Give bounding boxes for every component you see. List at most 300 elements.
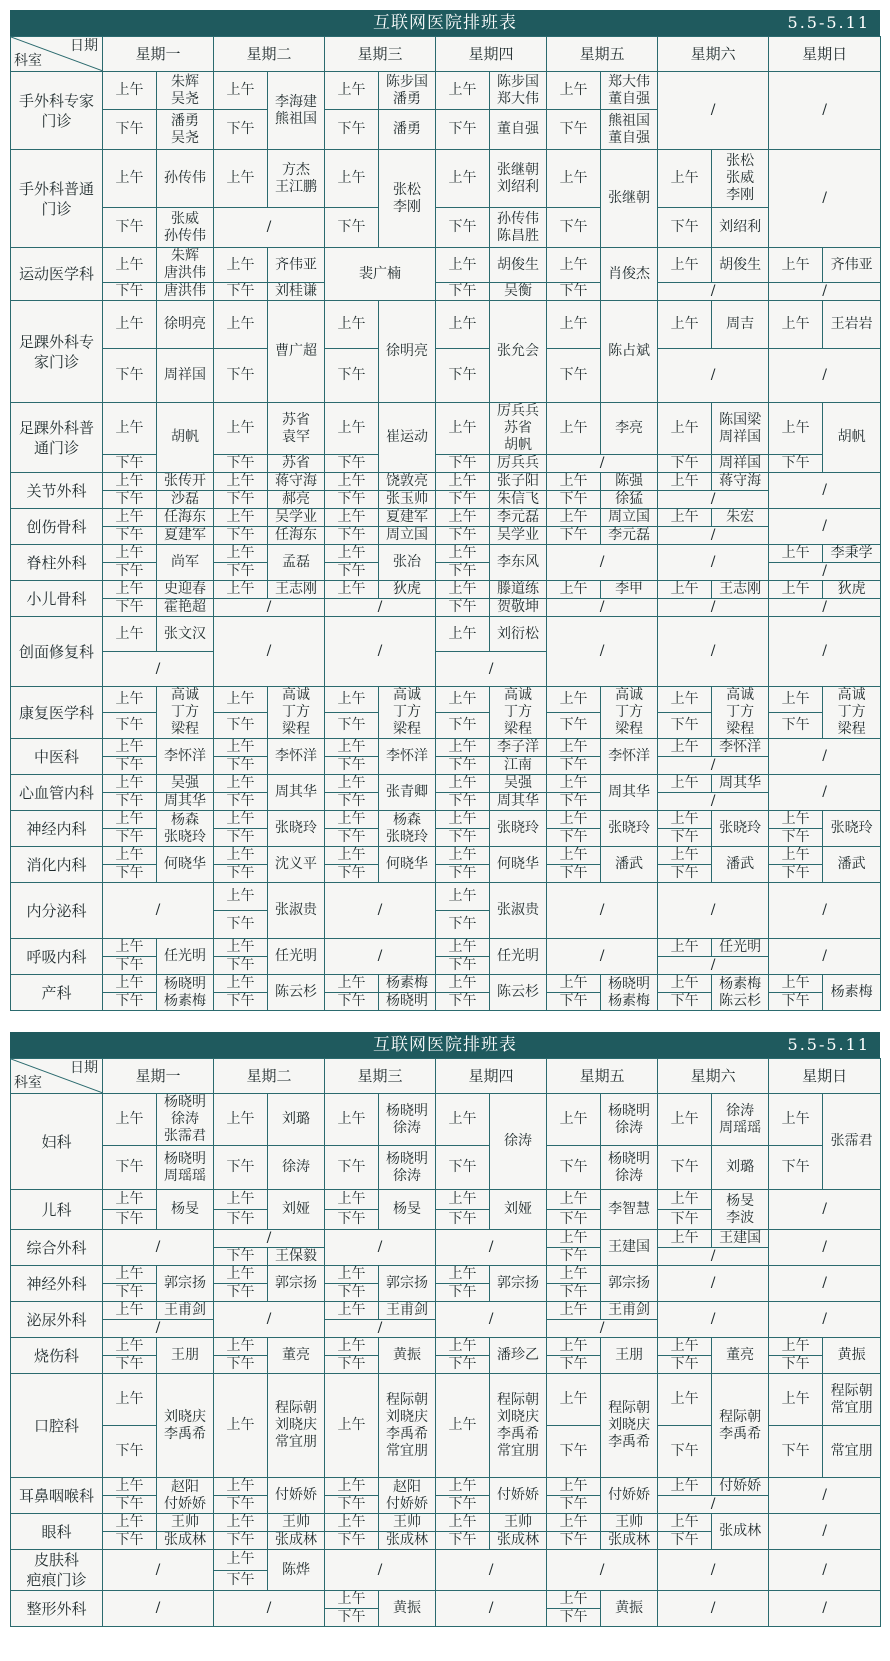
- doctor-cell: 郭宗扬: [268, 1266, 325, 1302]
- slot-am: 上午: [658, 775, 712, 793]
- no-shift-cell: /: [658, 599, 769, 617]
- slot-am: 上午: [547, 581, 601, 599]
- no-shift-cell: /: [658, 1266, 769, 1302]
- doctor-cell: 熊祖国 董自强: [601, 110, 658, 150]
- slot-am: 上午: [547, 847, 601, 865]
- slot-am: 上午: [547, 1338, 601, 1356]
- slot-am: 上午: [769, 403, 823, 455]
- doctor-cell: 任光明: [490, 939, 547, 975]
- doctor-cell: 张成林: [268, 1532, 325, 1550]
- slot-pm: 下午: [325, 1146, 379, 1190]
- department-name: 中医科: [11, 739, 103, 775]
- no-shift-cell: /: [658, 1248, 769, 1266]
- slot-am: 上午: [103, 1302, 157, 1320]
- no-shift-cell: /: [325, 1230, 436, 1266]
- doctor-cell: 潘武: [823, 847, 881, 883]
- slot-pm: 下午: [325, 527, 379, 545]
- slot-am: 上午: [658, 150, 712, 208]
- slot-pm: 下午: [769, 993, 823, 1011]
- doctor-cell: 刘桂谦: [268, 283, 325, 301]
- doctor-cell: 郭宗扬: [490, 1266, 547, 1302]
- slot-am: 上午: [658, 739, 712, 757]
- doctor-cell: 吴强: [490, 775, 547, 793]
- slot-am: 上午: [436, 775, 490, 793]
- doctor-cell: 李海建 熊祖国: [268, 72, 325, 150]
- slot-am: 上午: [436, 739, 490, 757]
- doctor-cell: 王甫剑: [379, 1302, 436, 1320]
- doctor-cell: 江南: [490, 757, 547, 775]
- doctor-cell: 杨素梅: [823, 975, 881, 1011]
- doctor-cell: 张晓玲: [490, 811, 547, 847]
- doctor-cell: 饶敦亮: [379, 473, 436, 491]
- doctor-cell: 程际朝 李禹希: [712, 1374, 769, 1478]
- slot-pm: 下午: [436, 713, 490, 739]
- no-shift-cell: /: [547, 883, 658, 939]
- slot-pm: 下午: [325, 208, 379, 248]
- slot-pm: 下午: [214, 563, 268, 581]
- no-shift-cell: /: [658, 617, 769, 687]
- doctor-cell: 张晓玲: [601, 811, 658, 847]
- doctor-cell: 潘武: [712, 847, 769, 883]
- doctor-cell: 王志刚: [268, 581, 325, 599]
- slot-pm: 下午: [436, 208, 490, 248]
- slot-am: 上午: [658, 1230, 712, 1248]
- department-name: 妇科: [11, 1094, 103, 1190]
- slot-pm: 下午: [214, 865, 268, 883]
- department-name: 整形外科: [11, 1591, 103, 1627]
- slot-am: 上午: [214, 1478, 268, 1496]
- doctor-cell: 王保毅: [268, 1248, 325, 1266]
- slot-pm: 下午: [769, 455, 823, 473]
- doctor-cell: 贺敬坤: [490, 599, 547, 617]
- slot-pm: 下午: [214, 1570, 268, 1591]
- no-shift-cell: /: [103, 1591, 214, 1627]
- no-shift-cell: /: [103, 1320, 214, 1338]
- doctor-cell: 张淑贵: [490, 883, 547, 939]
- doctor-cell: 张晓玲: [823, 811, 881, 847]
- no-shift-cell: /: [658, 757, 769, 775]
- slot-am: 上午: [547, 1302, 601, 1320]
- slot-pm: 下午: [214, 1146, 268, 1190]
- slot-pm: 下午: [103, 491, 157, 509]
- slot-pm: 下午: [214, 1356, 268, 1374]
- no-shift-cell: /: [658, 283, 769, 301]
- slot-am: 上午: [547, 1374, 601, 1426]
- doctor-cell: 杨晓明 徐涛 张霈君: [157, 1094, 214, 1146]
- slot-pm: 下午: [658, 455, 712, 473]
- slot-pm: 下午: [103, 1532, 157, 1550]
- slot-am: 上午: [103, 1338, 157, 1356]
- no-shift-cell: /: [214, 599, 325, 617]
- doctor-cell: 齐伟亚: [268, 248, 325, 283]
- slot-am: 上午: [658, 1338, 712, 1356]
- slot-am: 上午: [325, 150, 379, 208]
- doctor-cell: 周祥国: [712, 455, 769, 473]
- slot-pm: 下午: [658, 713, 712, 739]
- doctor-cell: 郝亮: [268, 491, 325, 509]
- doctor-cell: 张继朝 刘绍利: [490, 150, 547, 208]
- slot-am: 上午: [103, 473, 157, 491]
- no-shift-cell: /: [769, 563, 881, 581]
- day-header: 星期六: [658, 37, 769, 72]
- slot-pm: 下午: [547, 1426, 601, 1478]
- doctor-cell: 何晓华: [490, 847, 547, 883]
- slot-am: 上午: [103, 301, 157, 349]
- doctor-cell: 张允会: [490, 301, 547, 403]
- slot-am: 上午: [769, 811, 823, 829]
- no-shift-cell: /: [658, 545, 769, 581]
- doctor-cell: 张松 李刚: [379, 150, 436, 248]
- slot-pm: 下午: [325, 491, 379, 509]
- slot-pm: 下午: [325, 349, 379, 403]
- doctor-cell: 李秉学: [823, 545, 881, 563]
- slot-pm: 下午: [214, 283, 268, 301]
- slot-am: 上午: [769, 687, 823, 713]
- doctor-cell: 付娇娇: [268, 1478, 325, 1514]
- slot-am: 上午: [103, 1374, 157, 1426]
- doctor-cell: 吴学业: [490, 527, 547, 545]
- doctor-cell: 张子阳: [490, 473, 547, 491]
- doctor-cell: 董自强: [490, 110, 547, 150]
- doctor-cell: 陈云杉: [490, 975, 547, 1011]
- slot-am: 上午: [769, 545, 823, 563]
- slot-am: 上午: [214, 739, 268, 757]
- slot-am: 上午: [103, 248, 157, 283]
- no-shift-cell: /: [658, 491, 769, 509]
- slot-pm: 下午: [547, 1248, 601, 1266]
- doctor-cell: 杨森 张晓玲: [379, 811, 436, 847]
- day-header: 星期五: [547, 1059, 658, 1094]
- slot-am: 上午: [547, 811, 601, 829]
- doctor-cell: 刘璐: [712, 1146, 769, 1190]
- doctor-cell: 高诚 丁方 梁程: [490, 687, 547, 739]
- slot-pm: 下午: [214, 957, 268, 975]
- slot-pm: 下午: [436, 491, 490, 509]
- slot-am: 上午: [769, 975, 823, 993]
- slot-pm: 下午: [547, 1609, 601, 1627]
- doctor-cell: 李怀洋: [712, 739, 769, 757]
- no-shift-cell: /: [658, 1496, 769, 1514]
- department-name: 耳鼻咽喉科: [11, 1478, 103, 1514]
- slot-am: 上午: [547, 1094, 601, 1146]
- doctor-cell: 方杰 王江鹏: [268, 150, 325, 208]
- slot-am: 上午: [103, 509, 157, 527]
- slot-am: 上午: [103, 72, 157, 110]
- doctor-cell: 吴学业: [268, 509, 325, 527]
- no-shift-cell: /: [658, 1550, 769, 1591]
- slot-pm: 下午: [436, 1146, 490, 1190]
- slot-am: 上午: [658, 301, 712, 349]
- slot-am: 上午: [658, 687, 712, 713]
- doctor-cell: 张继朝: [601, 150, 658, 248]
- slot-am: 上午: [547, 1190, 601, 1210]
- department-name: 儿科: [11, 1190, 103, 1230]
- slot-pm: 下午: [214, 1284, 268, 1302]
- doctor-cell: 高诚 丁方 梁程: [379, 687, 436, 739]
- slot-am: 上午: [547, 975, 601, 993]
- slot-am: 上午: [214, 1266, 268, 1284]
- doctor-cell: 周其华: [601, 775, 658, 811]
- slot-pm: 下午: [214, 1210, 268, 1230]
- slot-pm: 下午: [547, 208, 601, 248]
- no-shift-cell: /: [547, 545, 658, 581]
- slot-am: 上午: [658, 473, 712, 491]
- doctor-cell: 胡俊生: [712, 248, 769, 283]
- day-header: 星期二: [214, 1059, 325, 1094]
- slot-pm: 下午: [103, 793, 157, 811]
- slot-pm: 下午: [103, 829, 157, 847]
- slot-pm: 下午: [658, 208, 712, 248]
- slot-am: 上午: [325, 72, 379, 110]
- slot-am: 上午: [325, 403, 379, 455]
- doctor-cell: 周其华: [268, 775, 325, 811]
- doctor-cell: 孙传伟: [157, 150, 214, 208]
- slot-pm: 下午: [547, 1496, 601, 1514]
- doctor-cell: 李怀洋: [157, 739, 214, 775]
- slot-pm: 下午: [769, 829, 823, 847]
- doctor-cell: 张青卿: [379, 775, 436, 811]
- slot-am: 上午: [214, 581, 268, 599]
- slot-pm: 下午: [436, 829, 490, 847]
- slot-pm: 下午: [436, 283, 490, 301]
- doctor-cell: 王帅: [157, 1514, 214, 1532]
- doctor-cell: 董亮: [268, 1338, 325, 1374]
- doctor-cell: 高诚 丁方 梁程: [823, 687, 881, 739]
- day-header: 星期二: [214, 37, 325, 72]
- slot-am: 上午: [769, 1094, 823, 1146]
- doctor-cell: 厉兵兵 苏省 胡帆: [490, 403, 547, 455]
- doctor-cell: 付娇娇: [490, 1478, 547, 1514]
- department-name: 足踝外科普 通门诊: [11, 403, 103, 473]
- no-shift-cell: /: [547, 939, 658, 975]
- slot-am: 上午: [103, 150, 157, 208]
- doctor-cell: 朱辉 吴尧: [157, 72, 214, 110]
- slot-am: 上午: [214, 403, 268, 455]
- slot-am: 上午: [436, 150, 490, 208]
- doctor-cell: 董亮: [712, 1338, 769, 1374]
- doctor-cell: 周立国: [379, 527, 436, 545]
- slot-am: 上午: [103, 1190, 157, 1210]
- doctor-cell: 潘武: [601, 847, 658, 883]
- doctor-cell: 苏省: [268, 455, 325, 473]
- doctor-cell: 周其华: [712, 775, 769, 793]
- department-name: 口腔科: [11, 1374, 103, 1478]
- doctor-cell: 孟磊: [268, 545, 325, 581]
- slot-pm: 下午: [103, 757, 157, 775]
- department-name: 心血管内科: [11, 775, 103, 811]
- slot-am: 上午: [214, 150, 268, 208]
- slot-am: 上午: [325, 811, 379, 829]
- slot-am: 上午: [658, 847, 712, 865]
- slot-pm: 下午: [325, 1496, 379, 1514]
- slot-pm: 下午: [103, 208, 157, 248]
- doctor-cell: 史迎春: [157, 581, 214, 599]
- slot-pm: 下午: [214, 793, 268, 811]
- department-name: 眼科: [11, 1514, 103, 1550]
- doctor-cell: 杨旻 李波: [712, 1190, 769, 1230]
- slot-pm: 下午: [325, 793, 379, 811]
- slot-am: 上午: [547, 301, 601, 349]
- slot-am: 上午: [547, 739, 601, 757]
- slot-am: 上午: [325, 473, 379, 491]
- doctor-cell: 肖俊杰: [601, 248, 658, 301]
- slot-am: 上午: [325, 1338, 379, 1356]
- doctor-cell: 杨旻: [157, 1190, 214, 1230]
- doctor-cell: 张霈君: [823, 1094, 881, 1190]
- slot-pm: 下午: [103, 713, 157, 739]
- slot-am: 上午: [103, 1514, 157, 1532]
- slot-am: 上午: [214, 301, 268, 349]
- no-shift-cell: /: [658, 349, 769, 403]
- slot-pm: 下午: [103, 1356, 157, 1374]
- doctor-cell: 郭宗扬: [601, 1266, 658, 1302]
- no-shift-cell: /: [769, 1230, 881, 1266]
- doctor-cell: 杨晓明 杨素梅: [157, 975, 214, 1011]
- sheet-title: 互联网医院排班表: [373, 13, 517, 33]
- slot-am: 上午: [325, 687, 379, 713]
- doctor-cell: 任光明: [712, 939, 769, 957]
- no-shift-cell: /: [769, 1302, 881, 1338]
- doctor-cell: 胡帆: [823, 403, 881, 473]
- slot-pm: 下午: [103, 1146, 157, 1190]
- slot-am: 上午: [103, 775, 157, 793]
- department-name: 创面修复科: [11, 617, 103, 687]
- slot-am: 上午: [658, 939, 712, 957]
- no-shift-cell: /: [547, 1320, 658, 1338]
- slot-am: 上午: [436, 847, 490, 865]
- slot-am: 上午: [658, 811, 712, 829]
- doctor-cell: 胡帆: [157, 403, 214, 473]
- doctor-cell: 程际朝 刘晓庆 李禹希 常宜朋: [490, 1374, 547, 1478]
- slot-am: 上午: [547, 1478, 601, 1496]
- slot-pm: 下午: [436, 1356, 490, 1374]
- slot-pm: 下午: [325, 563, 379, 581]
- slot-pm: 下午: [214, 757, 268, 775]
- date-axis-label: 日期: [70, 1060, 98, 1076]
- slot-am: 上午: [436, 939, 490, 957]
- slot-pm: 下午: [436, 1532, 490, 1550]
- doctor-cell: 李亮: [601, 403, 658, 455]
- department-name: 内分泌科: [11, 883, 103, 939]
- doctor-cell: 任光明: [157, 939, 214, 975]
- doctor-cell: 周其华: [490, 793, 547, 811]
- slot-am: 上午: [547, 1230, 601, 1248]
- slot-am: 上午: [103, 739, 157, 757]
- slot-pm: 下午: [325, 1210, 379, 1230]
- day-header: 星期四: [436, 1059, 547, 1094]
- slot-am: 上午: [103, 847, 157, 865]
- no-shift-cell: /: [769, 150, 881, 248]
- doctor-cell: 高诚 丁方 梁程: [157, 687, 214, 739]
- no-shift-cell: /: [325, 599, 436, 617]
- slot-pm: 下午: [658, 1356, 712, 1374]
- no-shift-cell: /: [325, 1550, 436, 1591]
- slot-am: 上午: [547, 687, 601, 713]
- slot-pm: 下午: [658, 829, 712, 847]
- slot-pm: 下午: [769, 865, 823, 883]
- doctor-cell: 杨晓明 徐涛: [601, 1094, 658, 1146]
- doctor-cell: 潘珍乙: [490, 1338, 547, 1374]
- slot-am: 上午: [325, 1591, 379, 1609]
- no-shift-cell: /: [658, 72, 769, 150]
- slot-am: 上午: [103, 403, 157, 455]
- slot-am: 上午: [547, 1591, 601, 1609]
- no-shift-cell: /: [103, 1230, 214, 1266]
- slot-am: 上午: [436, 301, 490, 349]
- doctor-cell: 李子洋: [490, 739, 547, 757]
- slot-am: 上午: [103, 1094, 157, 1146]
- no-shift-cell: /: [325, 617, 436, 687]
- slot-pm: 下午: [325, 1356, 379, 1374]
- slot-pm: 下午: [214, 993, 268, 1011]
- day-header: 星期六: [658, 1059, 769, 1094]
- slot-am: 上午: [325, 1190, 379, 1210]
- doctor-cell: 夏建军: [379, 509, 436, 527]
- slot-pm: 下午: [547, 757, 601, 775]
- slot-am: 上午: [547, 403, 601, 455]
- slot-pm: 下午: [658, 1146, 712, 1190]
- slot-am: 上午: [658, 975, 712, 993]
- doctor-cell: 吴强: [157, 775, 214, 793]
- slot-am: 上午: [436, 1338, 490, 1356]
- doctor-cell: 刘娅: [490, 1190, 547, 1230]
- doctor-cell: 李怀洋: [268, 739, 325, 775]
- doctor-cell: 程际朝 常宜朋: [823, 1374, 881, 1426]
- doctor-cell: 周祥国: [157, 349, 214, 403]
- doctor-cell: 沈义平: [268, 847, 325, 883]
- doctor-cell: 周吉: [712, 301, 769, 349]
- slot-pm: 下午: [547, 993, 601, 1011]
- doctor-cell: 张成林: [379, 1532, 436, 1550]
- doctor-cell: 王帅: [268, 1514, 325, 1532]
- slot-pm: 下午: [103, 1210, 157, 1230]
- doctor-cell: 陈云杉: [268, 975, 325, 1011]
- slot-am: 上午: [214, 545, 268, 563]
- doctor-cell: 李怀洋: [601, 739, 658, 775]
- doctor-cell: 张晓玲: [268, 811, 325, 847]
- doctor-cell: 张成林: [490, 1532, 547, 1550]
- doctor-cell: 杨素梅 陈云杉: [712, 975, 769, 1011]
- slot-am: 上午: [658, 403, 712, 455]
- no-shift-cell: /: [325, 883, 436, 939]
- doctor-cell: 沙磊: [157, 491, 214, 509]
- doctor-cell: 王朋: [601, 1338, 658, 1374]
- slot-am: 上午: [658, 248, 712, 283]
- doctor-cell: 杨晓明 徐涛: [601, 1146, 658, 1190]
- slot-am: 上午: [214, 975, 268, 993]
- no-shift-cell: /: [769, 509, 881, 545]
- doctor-cell: 徐明亮: [157, 301, 214, 349]
- no-shift-cell: /: [325, 939, 436, 975]
- doctor-cell: 张传开: [157, 473, 214, 491]
- doctor-cell: 狄虎: [379, 581, 436, 599]
- no-shift-cell: /: [436, 1550, 547, 1591]
- slot-pm: 下午: [547, 1146, 601, 1190]
- slot-pm: 下午: [547, 349, 601, 403]
- schedule-table-2: [10, 1058, 881, 1627]
- doctor-cell: 张成林: [601, 1532, 658, 1550]
- slot-am: 上午: [214, 939, 268, 957]
- corner-header: [11, 1059, 103, 1094]
- day-header: 星期四: [436, 37, 547, 72]
- doctor-cell: 刘衍松: [490, 617, 547, 652]
- doctor-cell: 赵阳 付娇娇: [157, 1478, 214, 1514]
- doctor-cell: 王甫剑: [157, 1302, 214, 1320]
- doctor-cell: 陈烨: [268, 1550, 325, 1591]
- doctor-cell: 杨晓明: [379, 993, 436, 1011]
- no-shift-cell: /: [214, 208, 325, 248]
- slot-am: 上午: [436, 617, 490, 652]
